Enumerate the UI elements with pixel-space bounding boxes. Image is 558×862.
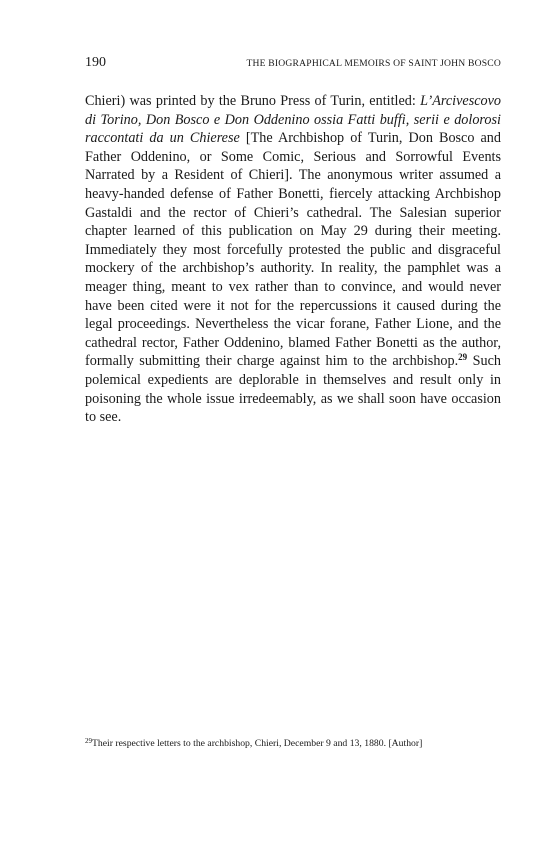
body-segment: Such polemical expedients are deplorable in themselves and result only in poisoning the whole issue irredeemably, as we shall soon have occasion to see. [85, 353, 502, 426]
body-segment: Chieri) was printed by the Bruno Press of Turin, entitled: [85, 93, 421, 109]
body-segment: [The Archbishop of Turin, Don Bosco and Father Oddenino, or Some Comic, Serious and Sorrowful Events Narrated by a Resident of Chieri]. The anonymous writer assumed a heavy-handed defense of Father Bonetti, fiercely attacking Archbishop Gastaldi and the rector of Chieri’s cathedral. The Salesian superior chapter learned of this publication on May 29 during their meeting. Immediately they most forcefully protested the public and disgraceful mockery of the archbishop’s authority. In reality, the pamphlet was a meager thing, meant to vex rather than to convince, and would never have been cited were it not for the repercussions it caused during the legal proceedings. Nevertheless the vicar forane, Father Lione, and the cathedral rector, Father Oddenino, blamed Father Bonetti as the author, formally submitting their charge against him to the archbishop. [85, 130, 501, 370]
footnote-text: Their respective letters to the archbishop, Chieri, December 9 and 13, 1880. [Author] [92, 738, 423, 749]
page [85, 55, 501, 427]
running-header [85, 55, 501, 77]
body-paragraph [85, 92, 501, 427]
footnote-number: 29 [85, 737, 92, 745]
footnote [85, 738, 505, 750]
body-text [85, 92, 501, 427]
running-title: THE BIOGRAPHICAL MEMOIRS OF SAINT JOHN BOSCO [246, 58, 501, 69]
footnote-reference[interactable]: 29 [458, 352, 468, 363]
italic-title: L’Arcivescovo di Torino, Don Bosco e Don Oddenino ossia Fatti buffi, serii e dolorosi raccontati da un Chierese [85, 93, 501, 147]
page-number: 190 [85, 55, 106, 70]
